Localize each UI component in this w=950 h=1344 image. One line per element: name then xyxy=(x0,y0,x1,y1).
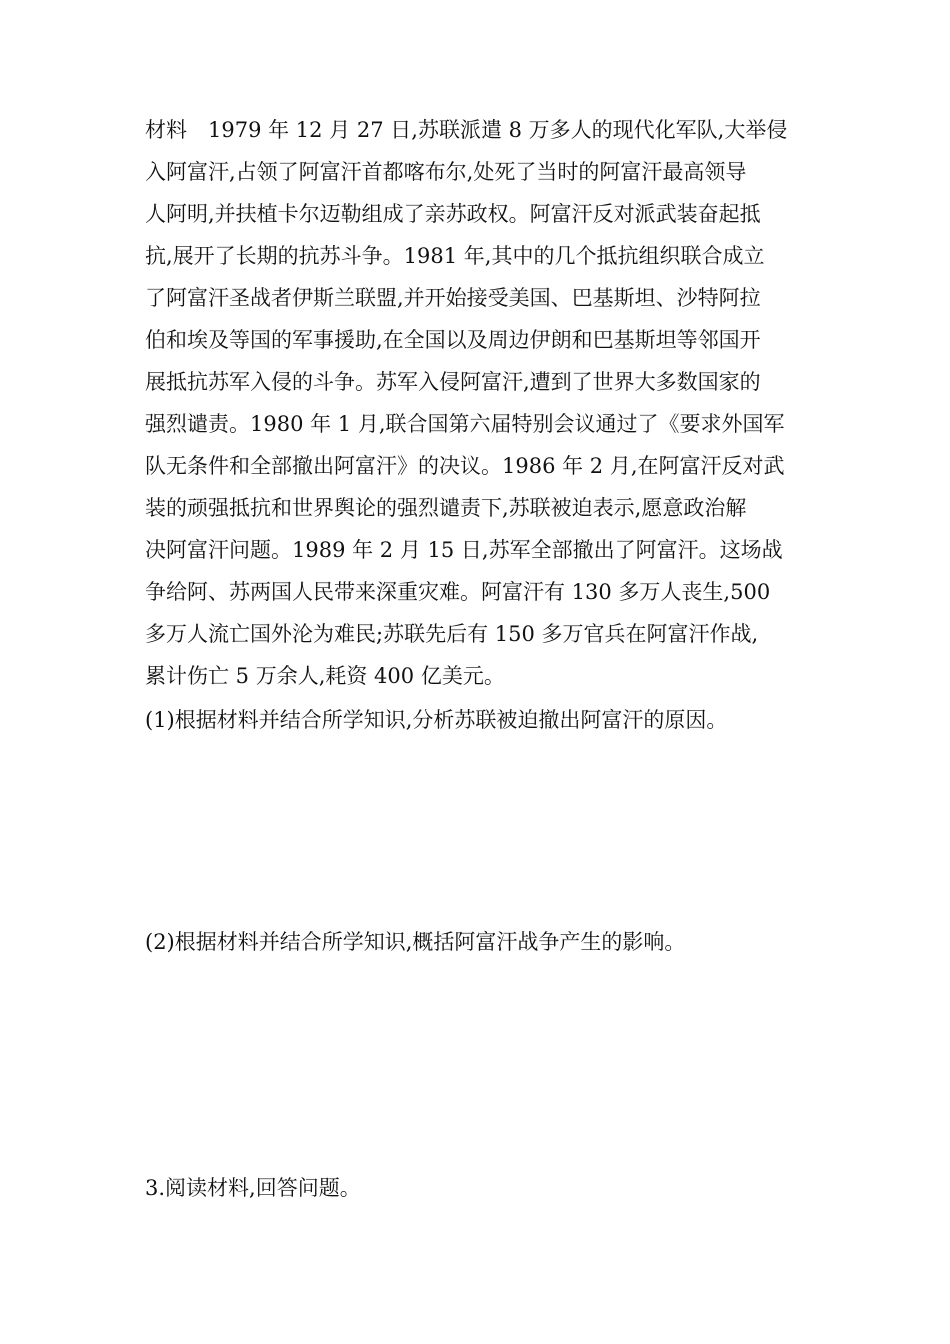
material-line: 累计伤亡 5 万余人,耗资 400 亿美元。 xyxy=(145,664,505,688)
material-line: 人阿明,并扶植卡尔迈勒组成了亲苏政权。阿富汗反对派武装奋起抵 xyxy=(145,202,761,226)
question-3-heading: 3.阅读材料,回答问题。 xyxy=(145,1176,361,1200)
material-line: 伯和埃及等国的军事援助,在全国以及周边伊朗和巴基斯坦等邻国开 xyxy=(145,328,761,352)
material-line: 多万人流亡国外沦为难民;苏联先后有 150 多万官兵在阿富汗作战, xyxy=(145,622,759,646)
material-line: 入阿富汗,占领了阿富汗首都喀布尔,处死了当时的阿富汗最高领导 xyxy=(145,160,747,184)
material-line: 队无条件和全部撤出阿富汗》的决议。1986 年 2 月,在阿富汗反对武 xyxy=(145,454,785,478)
material-line: 争给阿、苏两国人民带来深重灾难。阿富汗有 130 多万人丧生,500 xyxy=(145,580,771,604)
material-line: 抗,展开了长期的抗苏斗争。1981 年,其中的几个抵抗组织联合成立 xyxy=(145,244,765,268)
material-line: 材料 1979 年 12 月 27 日,苏联派遣 8 万多人的现代化军队,大举侵 xyxy=(145,118,788,142)
question-1: (1)根据材料并结合所学知识,分析苏联被迫撤出阿富汗的原因。 xyxy=(145,708,728,732)
material-line: 了阿富汗圣战者伊斯兰联盟,并开始接受美国、巴基斯坦、沙特阿拉 xyxy=(145,286,761,310)
material-line: 决阿富汗问题。1989 年 2 月 15 日,苏军全部撤出了阿富汗。这场战 xyxy=(145,538,783,562)
material-line: 强烈谴责。1980 年 1 月,联合国第六届特别会议通过了《要求外国军 xyxy=(145,412,785,436)
material-line: 展抵抗苏军入侵的斗争。苏军入侵阿富汗,遭到了世界大多数国家的 xyxy=(145,370,761,394)
question-2: (2)根据材料并结合所学知识,概括阿富汗战争产生的影响。 xyxy=(145,930,686,954)
material-line: 装的顽强抵抗和世界舆论的强烈谴责下,苏联被迫表示,愿意政治解 xyxy=(145,496,747,520)
